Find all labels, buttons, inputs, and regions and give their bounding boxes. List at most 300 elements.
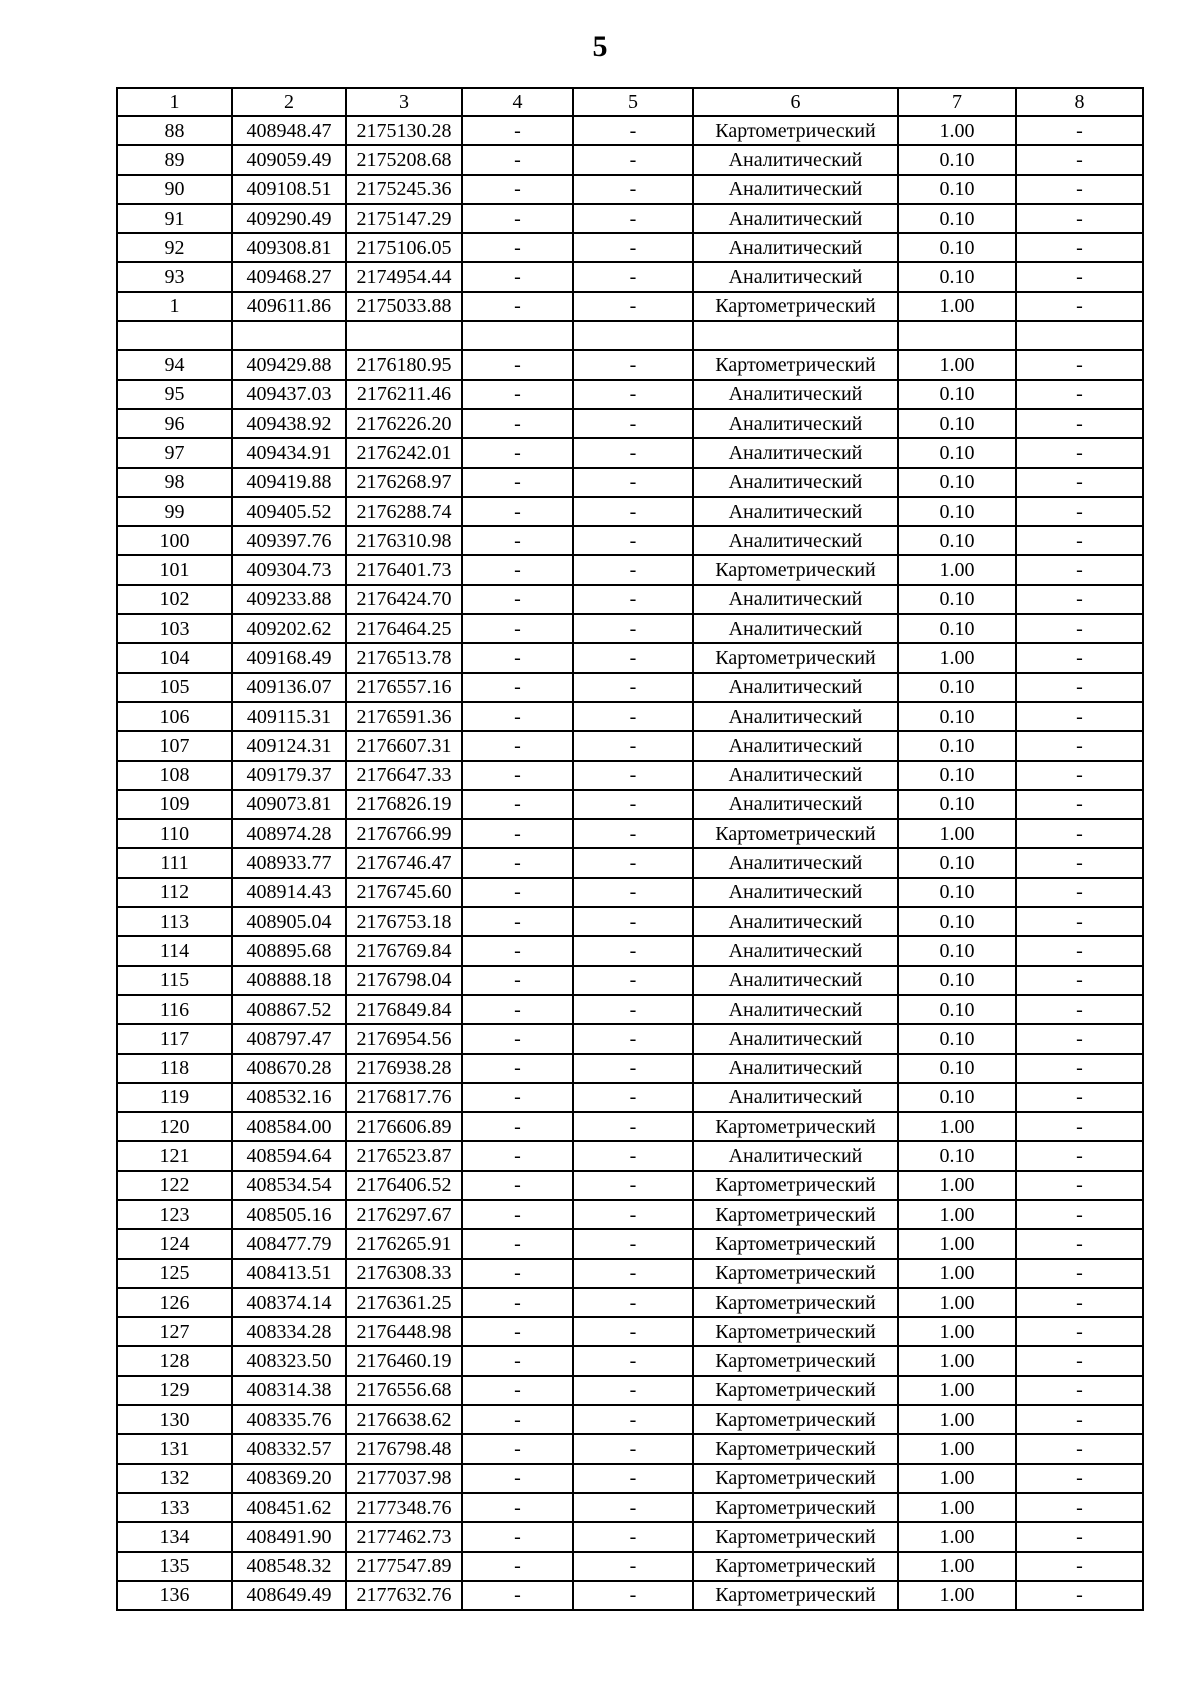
table-cell: 409611.86: [232, 292, 346, 321]
table-cell: -: [1016, 995, 1143, 1024]
table-cell: [232, 321, 346, 350]
table-cell: -: [1016, 1464, 1143, 1493]
table-cell: 2176753.18: [346, 907, 462, 936]
table-row: [117, 116, 1143, 145]
table-row: [117, 350, 1143, 379]
table-cell: Аналитический: [693, 907, 898, 936]
table-cell: -: [1016, 204, 1143, 233]
table-cell: 2176226.20: [346, 409, 462, 438]
table-cell: 97: [117, 438, 232, 467]
table-cell: -: [462, 731, 573, 760]
table-row: [117, 995, 1143, 1024]
table-cell: 0.10: [898, 731, 1016, 760]
table-cell: -: [462, 966, 573, 995]
table-row: [117, 819, 1143, 848]
table-cell: 0.10: [898, 380, 1016, 409]
table-cell: 408323.50: [232, 1346, 346, 1375]
table-row: [117, 468, 1143, 497]
table-cell: -: [573, 204, 693, 233]
table-cell: 409308.81: [232, 233, 346, 262]
table-cell: -: [462, 1200, 573, 1229]
table-cell: 409434.91: [232, 438, 346, 467]
table-cell: 108: [117, 761, 232, 790]
table-cell: 408948.47: [232, 116, 346, 145]
table-cell: -: [462, 1464, 573, 1493]
table-cell: 408914.43: [232, 878, 346, 907]
table-cell: 133: [117, 1493, 232, 1522]
header-cell: 5: [573, 88, 693, 116]
table-cell: -: [573, 1581, 693, 1610]
table-row: [117, 673, 1143, 702]
table-cell: -: [573, 262, 693, 291]
table-cell: -: [462, 233, 573, 262]
table-cell: -: [462, 878, 573, 907]
table-cell: -: [1016, 145, 1143, 174]
table-cell: 0.10: [898, 790, 1016, 819]
table-cell: 2174954.44: [346, 262, 462, 291]
table-cell: 90: [117, 175, 232, 204]
table-cell: 2176607.31: [346, 731, 462, 760]
table-cell: -: [1016, 1200, 1143, 1229]
table-row: [117, 438, 1143, 467]
table-cell: -: [462, 1024, 573, 1053]
table-cell: -: [573, 1024, 693, 1053]
table-row: [117, 1522, 1143, 1551]
table-cell: 136: [117, 1581, 232, 1610]
table-cell: 408548.32: [232, 1552, 346, 1581]
table-cell: -: [462, 1552, 573, 1581]
header-cell: 2: [232, 88, 346, 116]
table-row: [117, 1112, 1143, 1141]
table-cell: -: [573, 731, 693, 760]
table-cell: Аналитический: [693, 175, 898, 204]
table-cell: 2176798.04: [346, 966, 462, 995]
table-cell: 408532.16: [232, 1083, 346, 1112]
table-cell: -: [1016, 116, 1143, 145]
table-cell: 2177462.73: [346, 1522, 462, 1551]
table-cell: -: [1016, 175, 1143, 204]
table-cell: 96: [117, 409, 232, 438]
table-cell: 92: [117, 233, 232, 262]
table-cell: 408332.57: [232, 1434, 346, 1463]
table-cell: 408477.79: [232, 1229, 346, 1258]
table-cell: 2177547.89: [346, 1552, 462, 1581]
table-cell: 2176557.16: [346, 673, 462, 702]
table-cell: Картометрический: [693, 1200, 898, 1229]
table-cell: 2176638.62: [346, 1405, 462, 1434]
table-cell: -: [573, 1405, 693, 1434]
table-cell: 0.10: [898, 761, 1016, 790]
table-cell: 2176746.47: [346, 848, 462, 877]
table-cell: 127: [117, 1317, 232, 1346]
table-cell: 408334.28: [232, 1317, 346, 1346]
header-cell: 8: [1016, 88, 1143, 116]
table-cell: 408374.14: [232, 1288, 346, 1317]
table-cell: 2175106.05: [346, 233, 462, 262]
table-cell: 2176556.68: [346, 1376, 462, 1405]
table-cell: 1.00: [898, 1259, 1016, 1288]
table-cell: -: [462, 204, 573, 233]
table-cell: -: [573, 1346, 693, 1375]
table-cell: 2176464.25: [346, 614, 462, 643]
table-cell: -: [573, 438, 693, 467]
table-cell: 91: [117, 204, 232, 233]
table-cell: 0.10: [898, 995, 1016, 1024]
table-cell: 2175130.28: [346, 116, 462, 145]
table-cell: [898, 321, 1016, 350]
table-cell: 2176591.36: [346, 702, 462, 731]
table-cell: 0.10: [898, 936, 1016, 965]
table-cell: -: [462, 1259, 573, 1288]
table-cell: 0.10: [898, 438, 1016, 467]
table-cell: -: [462, 1346, 573, 1375]
table-cell: 124: [117, 1229, 232, 1258]
table-cell: -: [573, 1376, 693, 1405]
table-cell: -: [1016, 1288, 1143, 1317]
table-cell: 1.00: [898, 350, 1016, 379]
table-cell: -: [462, 468, 573, 497]
table-cell: -: [573, 497, 693, 526]
table-cell: 408895.68: [232, 936, 346, 965]
table-row: [117, 1054, 1143, 1083]
table-cell: 2176766.99: [346, 819, 462, 848]
header-cell: 1: [117, 88, 232, 116]
table-cell: Аналитический: [693, 380, 898, 409]
table-cell: -: [462, 1141, 573, 1170]
table-cell: [117, 321, 232, 350]
table-cell: -: [1016, 233, 1143, 262]
table-cell: -: [1016, 848, 1143, 877]
table-cell: -: [462, 702, 573, 731]
table-cell: 98: [117, 468, 232, 497]
table-cell: -: [1016, 438, 1143, 467]
table-cell: 1.00: [898, 1464, 1016, 1493]
table-cell: 105: [117, 673, 232, 702]
table-cell: 2176310.98: [346, 526, 462, 555]
table-cell: 2175208.68: [346, 145, 462, 174]
table-cell: 409124.31: [232, 731, 346, 760]
table-row: [117, 1171, 1143, 1200]
table-cell: -: [1016, 1376, 1143, 1405]
table-row: [117, 145, 1143, 174]
table-cell: -: [462, 907, 573, 936]
table-cell: 1.00: [898, 1405, 1016, 1434]
table-cell: 408505.16: [232, 1200, 346, 1229]
table-cell: -: [1016, 350, 1143, 379]
table-row: [117, 731, 1143, 760]
table-cell: 132: [117, 1464, 232, 1493]
table-cell: Аналитический: [693, 204, 898, 233]
table-row: [117, 848, 1143, 877]
table-cell: 2176401.73: [346, 555, 462, 584]
table-row: [117, 175, 1143, 204]
table-cell: -: [462, 116, 573, 145]
table-cell: -: [573, 936, 693, 965]
table-cell: -: [1016, 878, 1143, 907]
table-cell: 2176268.97: [346, 468, 462, 497]
table-row: [117, 409, 1143, 438]
table-cell: -: [1016, 380, 1143, 409]
table-cell: 123: [117, 1200, 232, 1229]
table-cell: Картометрический: [693, 643, 898, 672]
table-cell: 119: [117, 1083, 232, 1112]
table-cell: 2175033.88: [346, 292, 462, 321]
table-cell: -: [573, 292, 693, 321]
table-row: [117, 790, 1143, 819]
table-cell: 2176297.67: [346, 1200, 462, 1229]
table-cell: 0.10: [898, 409, 1016, 438]
table-cell: -: [462, 1376, 573, 1405]
table-cell: Аналитический: [693, 878, 898, 907]
table-cell: 408797.47: [232, 1024, 346, 1053]
table-cell: -: [573, 995, 693, 1024]
table-cell: -: [573, 966, 693, 995]
table-cell: Картометрический: [693, 116, 898, 145]
table-cell: 408451.62: [232, 1493, 346, 1522]
table-cell: -: [462, 1317, 573, 1346]
table-cell: Аналитический: [693, 995, 898, 1024]
table-cell: Аналитический: [693, 262, 898, 291]
table-cell: -: [1016, 1083, 1143, 1112]
table-cell: 409419.88: [232, 468, 346, 497]
table-cell: 1.00: [898, 1200, 1016, 1229]
table-cell: -: [1016, 1581, 1143, 1610]
table-cell: -: [573, 1434, 693, 1463]
table-cell: -: [1016, 1054, 1143, 1083]
table-cell: -: [462, 1522, 573, 1551]
table-row: [117, 1464, 1143, 1493]
table-cell: 112: [117, 878, 232, 907]
table-cell: -: [462, 995, 573, 1024]
table-cell: 1: [117, 292, 232, 321]
table-row: [117, 1346, 1143, 1375]
table-cell: 107: [117, 731, 232, 760]
table-row: [117, 1581, 1143, 1610]
table-cell: -: [1016, 702, 1143, 731]
table-cell: -: [462, 614, 573, 643]
table-cell: 409429.88: [232, 350, 346, 379]
table-cell: 121: [117, 1141, 232, 1170]
table-cell: 409468.27: [232, 262, 346, 291]
table-cell: Аналитический: [693, 233, 898, 262]
table-cell: 1.00: [898, 1493, 1016, 1522]
table-cell: -: [462, 643, 573, 672]
table-cell: -: [573, 673, 693, 702]
table-cell: -: [573, 1522, 693, 1551]
table-cell: 0.10: [898, 614, 1016, 643]
table-cell: 409168.49: [232, 643, 346, 672]
table-row: [117, 643, 1143, 672]
table-cell: 116: [117, 995, 232, 1024]
table-cell: 0.10: [898, 175, 1016, 204]
table-cell: -: [573, 116, 693, 145]
table-cell: 1.00: [898, 1288, 1016, 1317]
table-cell: -: [573, 1229, 693, 1258]
table-cell: -: [1016, 643, 1143, 672]
table-cell: 409073.81: [232, 790, 346, 819]
table-cell: 101: [117, 555, 232, 584]
table-cell: 0.10: [898, 1054, 1016, 1083]
table-cell: 2176826.19: [346, 790, 462, 819]
table-cell: -: [573, 555, 693, 584]
table-body: [117, 88, 1143, 1610]
table-cell: 1.00: [898, 1317, 1016, 1346]
table-cell: [693, 321, 898, 350]
table-cell: 1.00: [898, 819, 1016, 848]
table-cell: -: [573, 380, 693, 409]
table-cell: -: [573, 761, 693, 790]
table-cell: -: [1016, 1024, 1143, 1053]
table-cell: Картометрический: [693, 1552, 898, 1581]
table-cell: Картометрический: [693, 1112, 898, 1141]
table-cell: -: [462, 936, 573, 965]
table-cell: 114: [117, 936, 232, 965]
table-cell: 409115.31: [232, 702, 346, 731]
table-cell: -: [1016, 1522, 1143, 1551]
table-cell: -: [573, 468, 693, 497]
table-cell: -: [1016, 907, 1143, 936]
table-row: [117, 1317, 1143, 1346]
table-cell: Аналитический: [693, 497, 898, 526]
table-cell: -: [462, 1405, 573, 1434]
table-cell: 100: [117, 526, 232, 555]
table-cell: 408594.64: [232, 1141, 346, 1170]
table-cell: -: [1016, 1493, 1143, 1522]
header-cell: 4: [462, 88, 573, 116]
table-cell: 409290.49: [232, 204, 346, 233]
table-cell: -: [462, 585, 573, 614]
table-cell: -: [573, 790, 693, 819]
table-row: [117, 1405, 1143, 1434]
table-row: [117, 614, 1143, 643]
table-cell: 409233.88: [232, 585, 346, 614]
table-cell: 408491.90: [232, 1522, 346, 1551]
table-cell: 131: [117, 1434, 232, 1463]
table-cell: -: [573, 848, 693, 877]
table-cell: -: [462, 409, 573, 438]
table-cell: -: [1016, 1552, 1143, 1581]
table-cell: 1.00: [898, 1346, 1016, 1375]
table-row: [117, 497, 1143, 526]
table-cell: 409438.92: [232, 409, 346, 438]
table-row: [117, 1141, 1143, 1170]
table-row: [117, 233, 1143, 262]
table-cell: 408314.38: [232, 1376, 346, 1405]
table-cell: Аналитический: [693, 1024, 898, 1053]
table-cell: -: [1016, 468, 1143, 497]
table-cell: 111: [117, 848, 232, 877]
table-cell: -: [1016, 790, 1143, 819]
table-cell: -: [462, 1171, 573, 1200]
table-cell: 0.10: [898, 673, 1016, 702]
table-cell: -: [462, 350, 573, 379]
table-row: [117, 761, 1143, 790]
table-cell: 117: [117, 1024, 232, 1053]
table-cell: 102: [117, 585, 232, 614]
table-cell: -: [573, 1083, 693, 1112]
table-cell: 0.10: [898, 1083, 1016, 1112]
table-cell: 2175147.29: [346, 204, 462, 233]
table-cell: -: [1016, 966, 1143, 995]
table-row: [117, 585, 1143, 614]
table-row: [117, 1376, 1143, 1405]
table-cell: -: [1016, 585, 1143, 614]
table-cell: -: [1016, 819, 1143, 848]
table-cell: -: [462, 1288, 573, 1317]
table-cell: -: [573, 1552, 693, 1581]
table-cell: -: [573, 643, 693, 672]
table-row: [117, 1493, 1143, 1522]
table-cell: Картометрический: [693, 1405, 898, 1434]
table-cell: -: [573, 1317, 693, 1346]
table-cell: -: [1016, 1317, 1143, 1346]
table-row: [117, 1288, 1143, 1317]
table-cell: 408584.00: [232, 1112, 346, 1141]
table-cell: Аналитический: [693, 526, 898, 555]
table-cell: 408905.04: [232, 907, 346, 936]
table-cell: 408974.28: [232, 819, 346, 848]
table-cell: Картометрический: [693, 292, 898, 321]
table-cell: 1.00: [898, 1434, 1016, 1463]
table-cell: 0.10: [898, 1141, 1016, 1170]
table-cell: 2176361.25: [346, 1288, 462, 1317]
table-row: [117, 878, 1143, 907]
table-cell: -: [462, 145, 573, 174]
table-cell: 408933.77: [232, 848, 346, 877]
table-cell: -: [573, 1493, 693, 1522]
table-row: [117, 204, 1143, 233]
table-cell: Аналитический: [693, 1083, 898, 1112]
table-cell: 0.10: [898, 966, 1016, 995]
table-cell: 408867.52: [232, 995, 346, 1024]
table-cell: [1016, 321, 1143, 350]
table-cell: Аналитический: [693, 848, 898, 877]
table-row: [117, 380, 1143, 409]
table-cell: 2176211.46: [346, 380, 462, 409]
table-cell: -: [462, 262, 573, 291]
table-cell: -: [1016, 731, 1143, 760]
table-cell: Аналитический: [693, 585, 898, 614]
table-cell: 2176606.89: [346, 1112, 462, 1141]
table-cell: 103: [117, 614, 232, 643]
table-row: [117, 1083, 1143, 1112]
table-cell: 2176647.33: [346, 761, 462, 790]
table-cell: [462, 321, 573, 350]
table-cell: -: [573, 1288, 693, 1317]
table-cell: 129: [117, 1376, 232, 1405]
table-cell: -: [462, 1112, 573, 1141]
table-cell: 1.00: [898, 116, 1016, 145]
table-cell: Аналитический: [693, 438, 898, 467]
table-row: [117, 262, 1143, 291]
table-cell: -: [1016, 1405, 1143, 1434]
table-cell: 2176817.76: [346, 1083, 462, 1112]
table-cell: -: [1016, 497, 1143, 526]
table-cell: -: [462, 1493, 573, 1522]
table-cell: 106: [117, 702, 232, 731]
table-cell: 110: [117, 819, 232, 848]
table-cell: -: [573, 409, 693, 438]
table-cell: 408335.76: [232, 1405, 346, 1434]
table-cell: -: [573, 145, 693, 174]
table-row: [117, 555, 1143, 584]
table-cell: Аналитический: [693, 761, 898, 790]
table-cell: 2176938.28: [346, 1054, 462, 1083]
table-cell: -: [1016, 1346, 1143, 1375]
table-cell: 409304.73: [232, 555, 346, 584]
table-cell: [573, 321, 693, 350]
table-cell: 2176745.60: [346, 878, 462, 907]
